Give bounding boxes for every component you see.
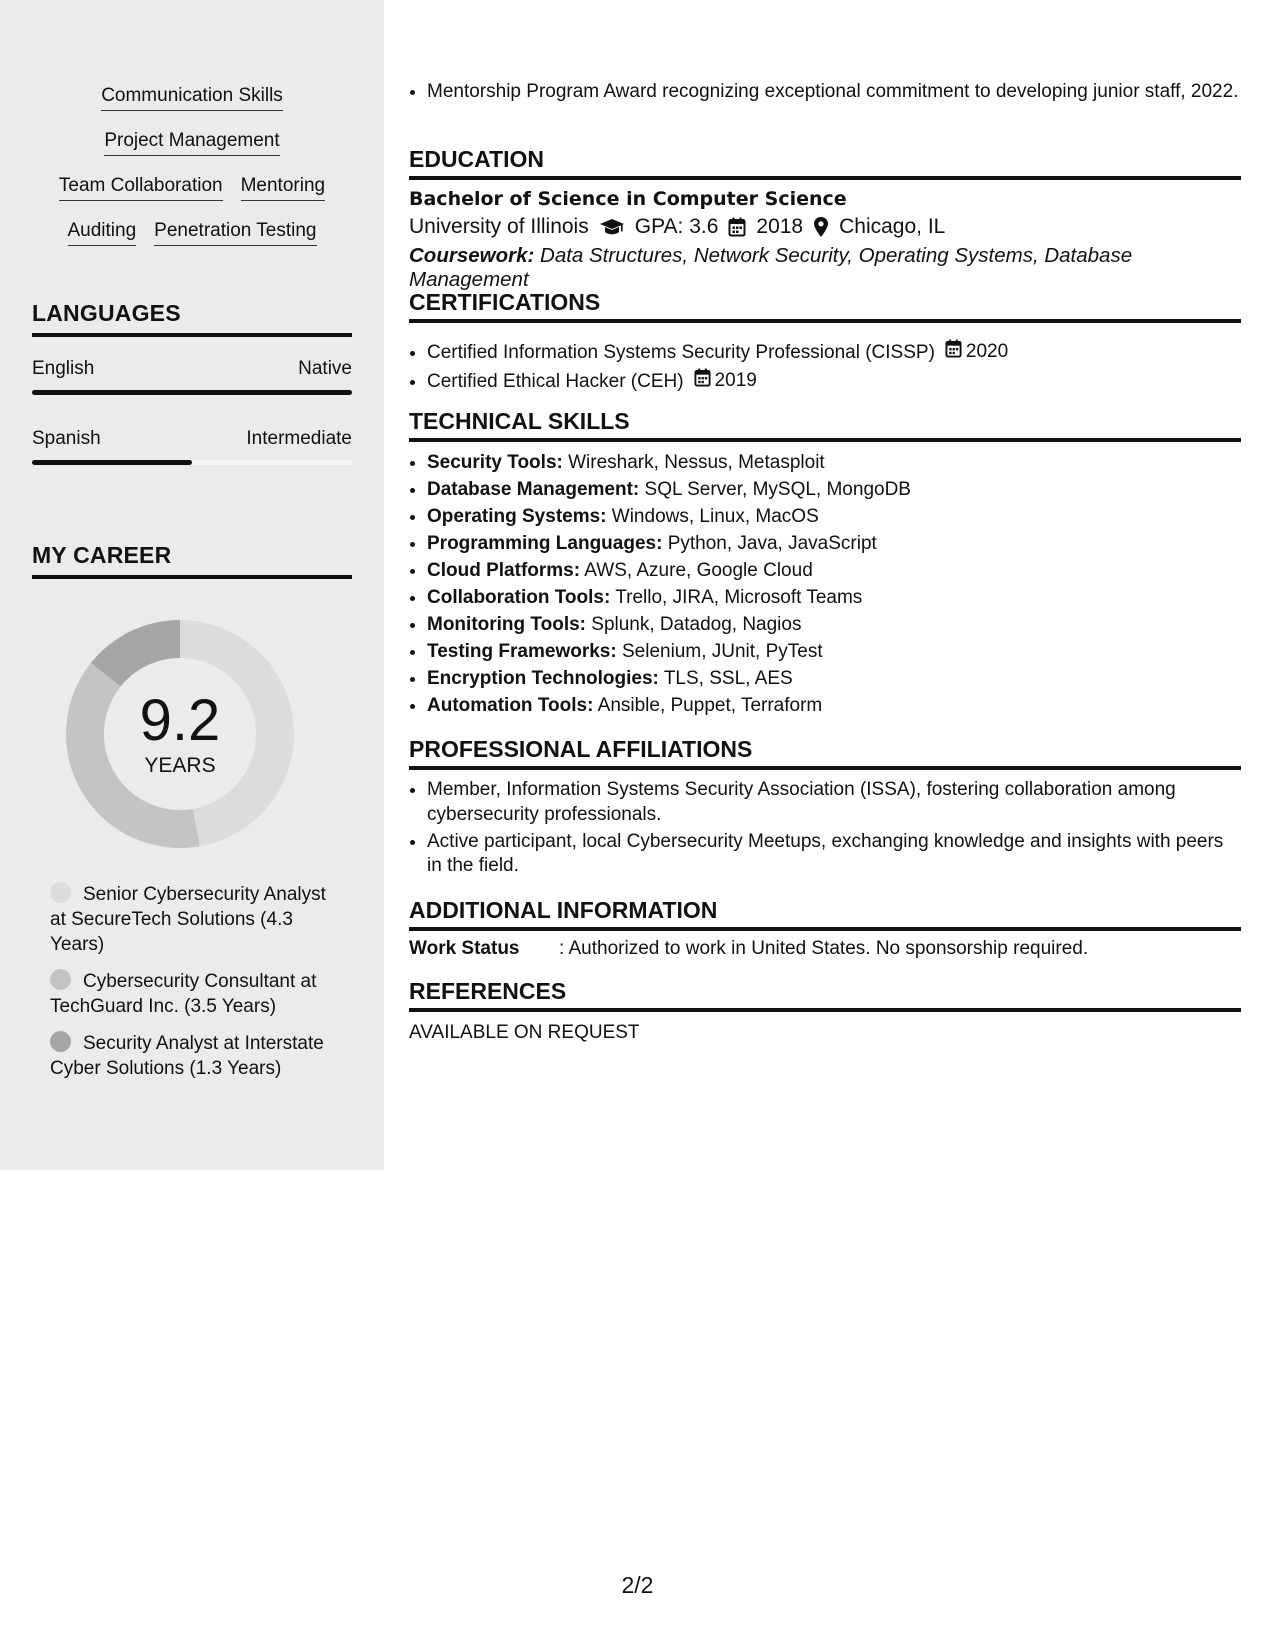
certification-name: Certified Ethical Hacker (CEH) bbox=[427, 371, 684, 392]
affiliation-item: • Active participant, local Cybersecurity Meetups, exchanging knowledge and insights with peers in the field. bbox=[427, 830, 1241, 879]
language-level: Native bbox=[298, 358, 352, 379]
skill-row bbox=[0, 84, 384, 129]
additional-info-heading: ADDITIONAL INFORMATION bbox=[409, 897, 1241, 931]
technical-skill-item bbox=[427, 478, 1241, 503]
graduation-cap-icon bbox=[599, 217, 625, 237]
coursework bbox=[409, 244, 1241, 292]
technical-skill-item bbox=[427, 505, 1241, 530]
skill-values: AWS, Azure, Google Cloud bbox=[584, 560, 813, 581]
language-name: Spanish bbox=[32, 428, 101, 449]
career-list bbox=[50, 882, 330, 1093]
skill-values: Windows, Linux, MacOS bbox=[611, 506, 819, 527]
awards-list bbox=[409, 80, 1241, 107]
legend-dot bbox=[50, 969, 71, 990]
technical-skill-item bbox=[427, 640, 1241, 665]
technical-skills-items bbox=[409, 451, 1241, 719]
skill-row bbox=[0, 219, 384, 264]
calendar-icon bbox=[694, 368, 711, 395]
skill-values: Ansible, Puppet, Terraform bbox=[597, 695, 823, 716]
affiliation-item: • Member, Information Systems Security Association (ISSA), fostering collaboration among cybersecurity professionals. bbox=[427, 778, 1241, 827]
page-number: 2/2 bbox=[621, 1572, 654, 1598]
skill-category: Automation Tools: bbox=[427, 695, 594, 716]
skill-row bbox=[0, 174, 384, 219]
skill-tag: Communication Skills bbox=[101, 84, 283, 111]
calendar-icon bbox=[728, 217, 746, 237]
languages-heading: LANGUAGES bbox=[32, 300, 352, 337]
skill-values: Selenium, JUnit, PyTest bbox=[621, 641, 823, 662]
language-bar-fill bbox=[32, 460, 192, 465]
award-item: • Mentorship Program Award recognizing exceptional commitment to developing junior staff, 2022. bbox=[427, 80, 1241, 105]
location-pin-icon bbox=[813, 216, 829, 238]
certifications-list bbox=[409, 339, 1241, 397]
work-status bbox=[409, 938, 1241, 960]
affiliations-list bbox=[409, 778, 1241, 881]
certification-name: Certified Information Systems Security Professional (CISSP) bbox=[427, 342, 935, 363]
career-text: Security Analyst at Interstate Cyber Solutions (1.3 Years) bbox=[50, 1033, 324, 1079]
career-unit: YEARS bbox=[144, 754, 216, 777]
skills-list bbox=[0, 84, 384, 264]
skill-category: Programming Languages: bbox=[427, 533, 663, 554]
language-bar-fill bbox=[32, 390, 352, 395]
education-heading: EDUCATION bbox=[409, 146, 1241, 180]
career-heading: MY CAREER bbox=[32, 542, 352, 579]
education-entry bbox=[409, 188, 1241, 292]
career-donut bbox=[66, 620, 294, 848]
work-status-label: Work Status bbox=[409, 938, 520, 959]
legend-dot bbox=[50, 882, 71, 903]
legend-dot bbox=[50, 1031, 71, 1052]
career-text: Cybersecurity Consultant at TechGuard Inc. (3.5 Years) bbox=[50, 971, 317, 1017]
technical-skill-item bbox=[427, 451, 1241, 476]
calendar-icon bbox=[945, 339, 962, 366]
skill-category: Security Tools: bbox=[427, 452, 563, 473]
career-item bbox=[50, 1031, 330, 1081]
certification-item bbox=[427, 339, 1241, 366]
skill-values: TLS, SSL, AES bbox=[663, 668, 793, 689]
skill-tag: Mentoring bbox=[241, 174, 326, 201]
skill-category: Collaboration Tools: bbox=[427, 587, 611, 608]
technical-skill-item bbox=[427, 559, 1241, 584]
skill-tag: Auditing bbox=[68, 219, 137, 246]
school-location: Chicago, IL bbox=[839, 215, 946, 238]
skill-tag: Project Management bbox=[104, 129, 279, 156]
references-heading: REFERENCES bbox=[409, 978, 1241, 1012]
skill-row bbox=[0, 129, 384, 174]
skill-category: Testing Frameworks: bbox=[427, 641, 617, 662]
career-item bbox=[50, 882, 330, 957]
language-bar bbox=[32, 460, 352, 465]
skill-category: Encryption Technologies: bbox=[427, 668, 659, 689]
technical-skill-item bbox=[427, 586, 1241, 611]
skill-tag: Team Collaboration bbox=[59, 174, 223, 201]
language-bar bbox=[32, 390, 352, 395]
skill-values: Python, Java, JavaScript bbox=[667, 533, 877, 554]
skill-values: SQL Server, MySQL, MongoDB bbox=[644, 479, 911, 500]
technical-skills-list bbox=[409, 451, 1241, 721]
sidebar bbox=[0, 0, 384, 1170]
skill-values: Trello, JIRA, Microsoft Teams bbox=[615, 587, 863, 608]
certification-item bbox=[427, 368, 1241, 395]
language-item bbox=[32, 428, 352, 465]
skill-tag: Penetration Testing bbox=[154, 219, 316, 246]
school-name: University of Illinois bbox=[409, 215, 589, 238]
skill-values: Wireshark, Nessus, Metasploit bbox=[568, 452, 825, 473]
technical-skill-item bbox=[427, 532, 1241, 557]
career-item bbox=[50, 969, 330, 1019]
career-total: 9.2 bbox=[139, 688, 221, 753]
technical-skills-heading: TECHNICAL SKILLS bbox=[409, 408, 1241, 442]
certifications-heading: CERTIFICATIONS bbox=[409, 289, 1241, 323]
technical-skill-item bbox=[427, 613, 1241, 638]
graduation-year: 2018 bbox=[756, 215, 804, 238]
references-text: AVAILABLE ON REQUEST bbox=[409, 1022, 640, 1043]
coursework-label: Coursework: bbox=[409, 244, 535, 267]
skill-category: Monitoring Tools: bbox=[427, 614, 586, 635]
work-status-value: : Authorized to work in United States. No sponsorship required. bbox=[559, 938, 1089, 959]
certification-year: 2019 bbox=[714, 370, 757, 391]
education-meta bbox=[409, 215, 1241, 239]
technical-skill-item bbox=[427, 694, 1241, 719]
skill-category: Operating Systems: bbox=[427, 506, 607, 527]
gpa: GPA: 3.6 bbox=[634, 215, 719, 238]
career-text: Senior Cybersecurity Analyst at SecureTech Solutions (4.3 Years) bbox=[50, 884, 326, 955]
skill-values: Splunk, Datadog, Nagios bbox=[591, 614, 802, 635]
certification-year: 2020 bbox=[965, 341, 1009, 362]
language-name: English bbox=[32, 358, 95, 379]
degree-title: Bachelor of Science in Computer Science bbox=[409, 188, 847, 210]
skill-category: Database Management: bbox=[427, 479, 640, 500]
language-item bbox=[32, 358, 352, 395]
skill-category: Cloud Platforms: bbox=[427, 560, 581, 581]
language-level: Intermediate bbox=[246, 428, 352, 449]
affiliations-heading: PROFESSIONAL AFFILIATIONS bbox=[409, 736, 1241, 770]
coursework-list: Data Structures, Network Security, Operating Systems, Database Management bbox=[409, 244, 1133, 291]
technical-skill-item bbox=[427, 667, 1241, 692]
